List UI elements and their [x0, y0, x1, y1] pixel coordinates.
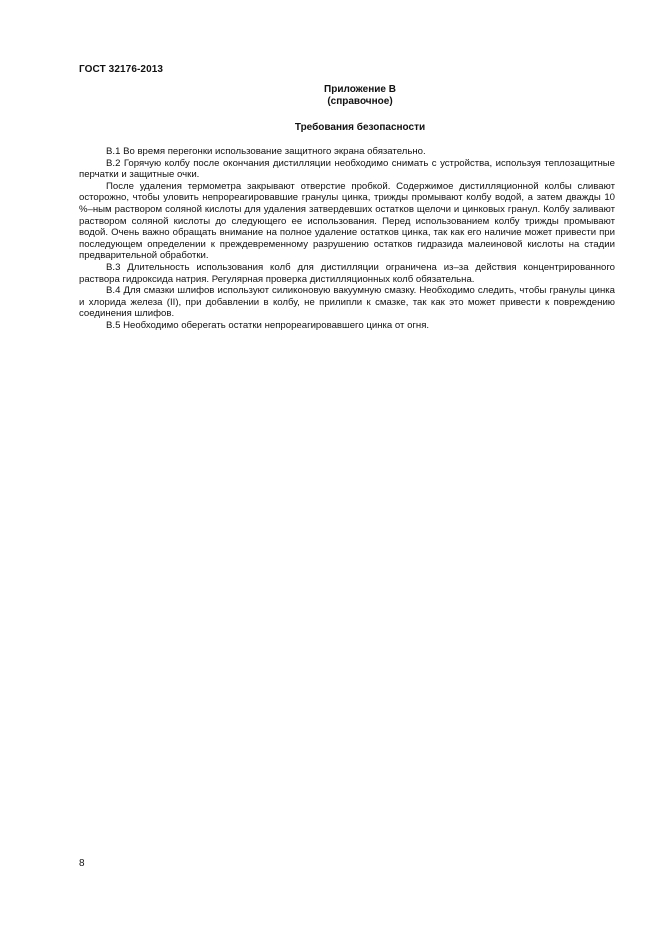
appendix-title: Приложение В	[324, 84, 396, 95]
paragraph-b4: В.4 Для смазки шлифов используют силиконовую вакуумную смазку. Необходимо следить, чтобы гранулы цинка и хлорида железа (II), при добавлении в колбу, не прилипли к смазке, так как это может привести к повреждению соединения шлифов.	[79, 285, 615, 320]
appendix-subtitle: (справочное)	[327, 96, 393, 107]
paragraph-b2: В.2 Горячую колбу после окончания дистилляции необходимо снимать с устройства, используя теплозащитные перчатки и защитные очки.	[79, 157, 615, 181]
body-text	[79, 146, 615, 332]
paragraph-b5: В.5 Необходимо оберегать остатки непрореагировавшего цинка от огня.	[106, 319, 430, 331]
paragraph-b3: В.3 Длительность использования колб для дистилляции ограничена из–за действия концентрированного раствора гидроксида натрия. Регулярная проверка дистилляционных колб обязательна.	[79, 261, 615, 285]
paragraph-b1: В.1 Во время перегонки использование защитного экрана обязательно.	[106, 146, 426, 157]
document-code: ГОСТ 32176-2013	[79, 64, 164, 75]
appendix-heading	[79, 84, 615, 108]
paragraph-b2-continued: После удаления термометра закрывают отверстие пробкой. Содержимое дистилляционной колбы сливают осторожно, чтобы уловить непрореагировавшие гранулы цинка, трижды промывают колбу водой, а затем дважды 10 %–ным раствором соляной кислоты для удаления затвердевших остатков щелочи и цинковых гранул. Колбу заливают раствором соляной кислоты до следующего ее использования. Перед использованием колбу трижды промывают водой. Очень важно обращать внимание на полное удаление остатков цинка, так как его наличие может привести при последующем определении к преждевременному разрушению остатков гидразида малеиновой кислоты на стадии предварительной обработки.	[79, 180, 615, 262]
page-number: 8	[79, 858, 85, 869]
section-title: Требования безопасности	[294, 122, 426, 133]
